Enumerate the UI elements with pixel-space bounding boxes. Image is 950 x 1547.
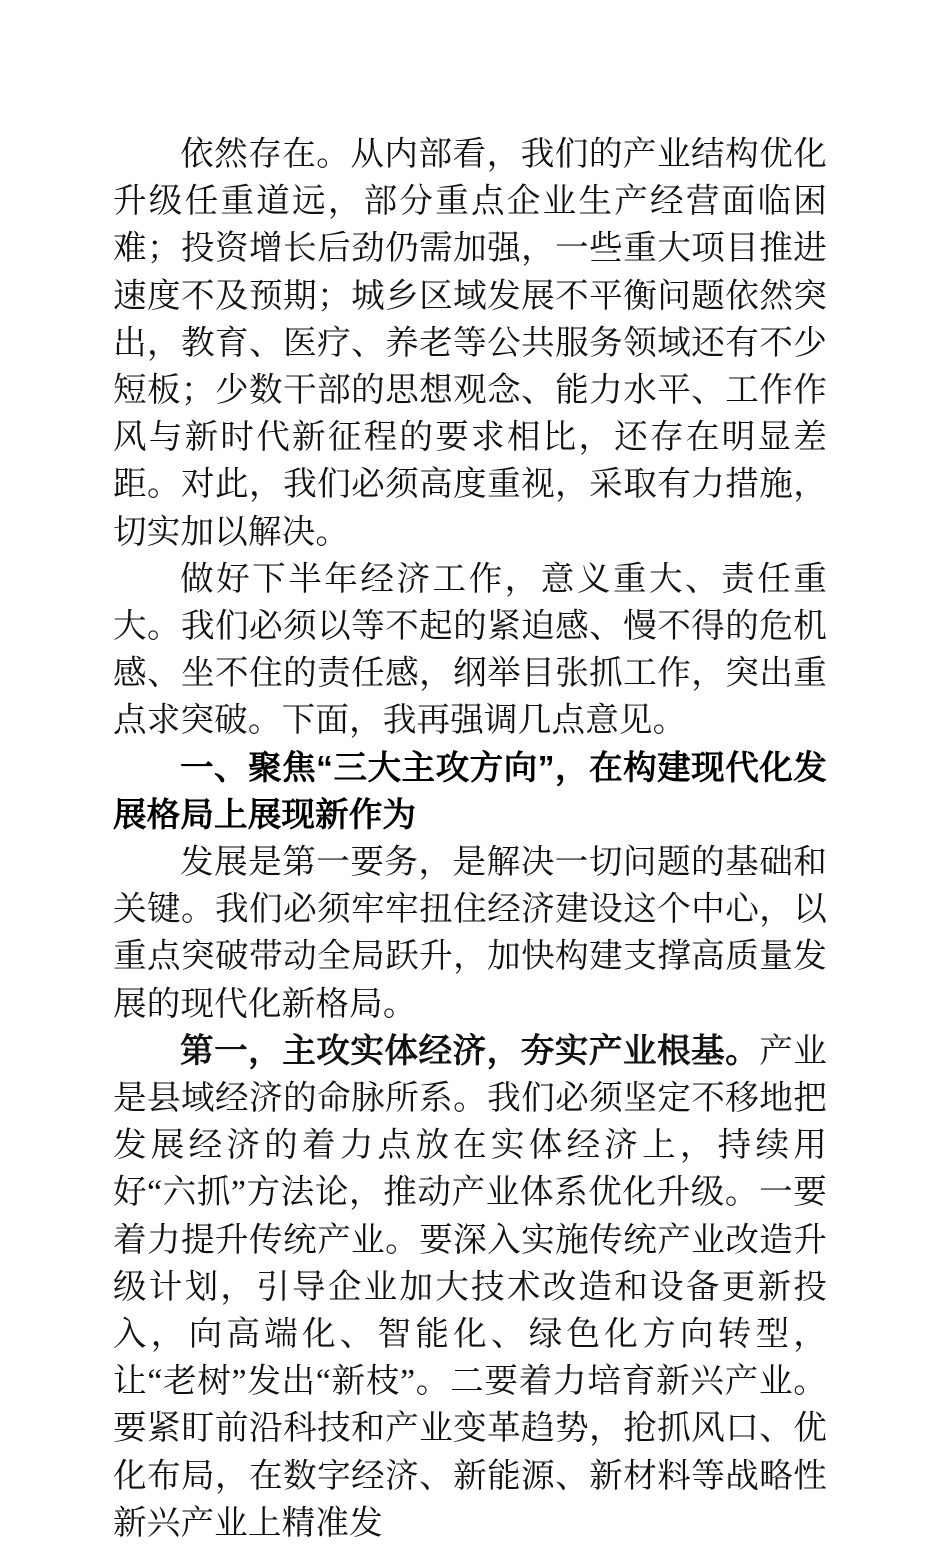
section-heading-1: 一、聚焦“三大主攻方向”，在构建现代化发展格局上展现新作为 bbox=[113, 749, 827, 834]
paragraph-4-lead-in: 第一，主攻实体经济，夯实产业根基。 bbox=[180, 1032, 760, 1070]
paragraph-3: 发展是第一要务，是解决一切问题的基础和关键。我们必须牢牢扭住经济建设这个中心，以重点突破带动全局跃升，加快构建支撑高质量发展的现代化新格局。 bbox=[113, 844, 827, 1023]
paragraph-1: 依然存在。从内部看，我们的产业结构优化升级任重道远，部分重点企业生产经营面临困难；投资增长后劲仍需加强，一些重大项目推进速度不及预期；城乡区域发展不平衡问题依然突出，教育、医疗、养老等公共服务领域还有不少短板；少数干部的思想观念、能力水平、工作作风与新时代新征程的要求相比，还存在明显差距。对此，我们必须高度重视，采取有力措施，切实加以解决。 bbox=[113, 136, 827, 551]
paragraph-4 bbox=[113, 1028, 827, 1547]
paragraph-2: 做好下半年经济工作，意义重大、责任重大。我们必须以等不起的紧迫感、慢不得的危机感、坐不住的责任感，纲举目张抓工作，突出重点求突破。下面，我再强调几点意见。 bbox=[113, 560, 827, 740]
paragraph-4-text: 产业是县域经济的命脉所系。我们必须坚定不移地把发展经济的着力点放在实体经济上，持续用好“六抓”方法论，推动产业体系优化升级。一要着力提升传统产业。要深入实施传统产业改造升级计划，引导企业加大技术改造和设备更新投入，向高端化、智能化、绿色化方向转型，让“老树”发出“新枝”。二要着力培育新兴产业。要紧盯前沿科技和产业变革趋势，抢抓风口、优化布局，在数字经济、新能源、新材料等战略性新兴产业上精准发 bbox=[113, 1032, 827, 1542]
page-text-body bbox=[113, 131, 827, 1547]
